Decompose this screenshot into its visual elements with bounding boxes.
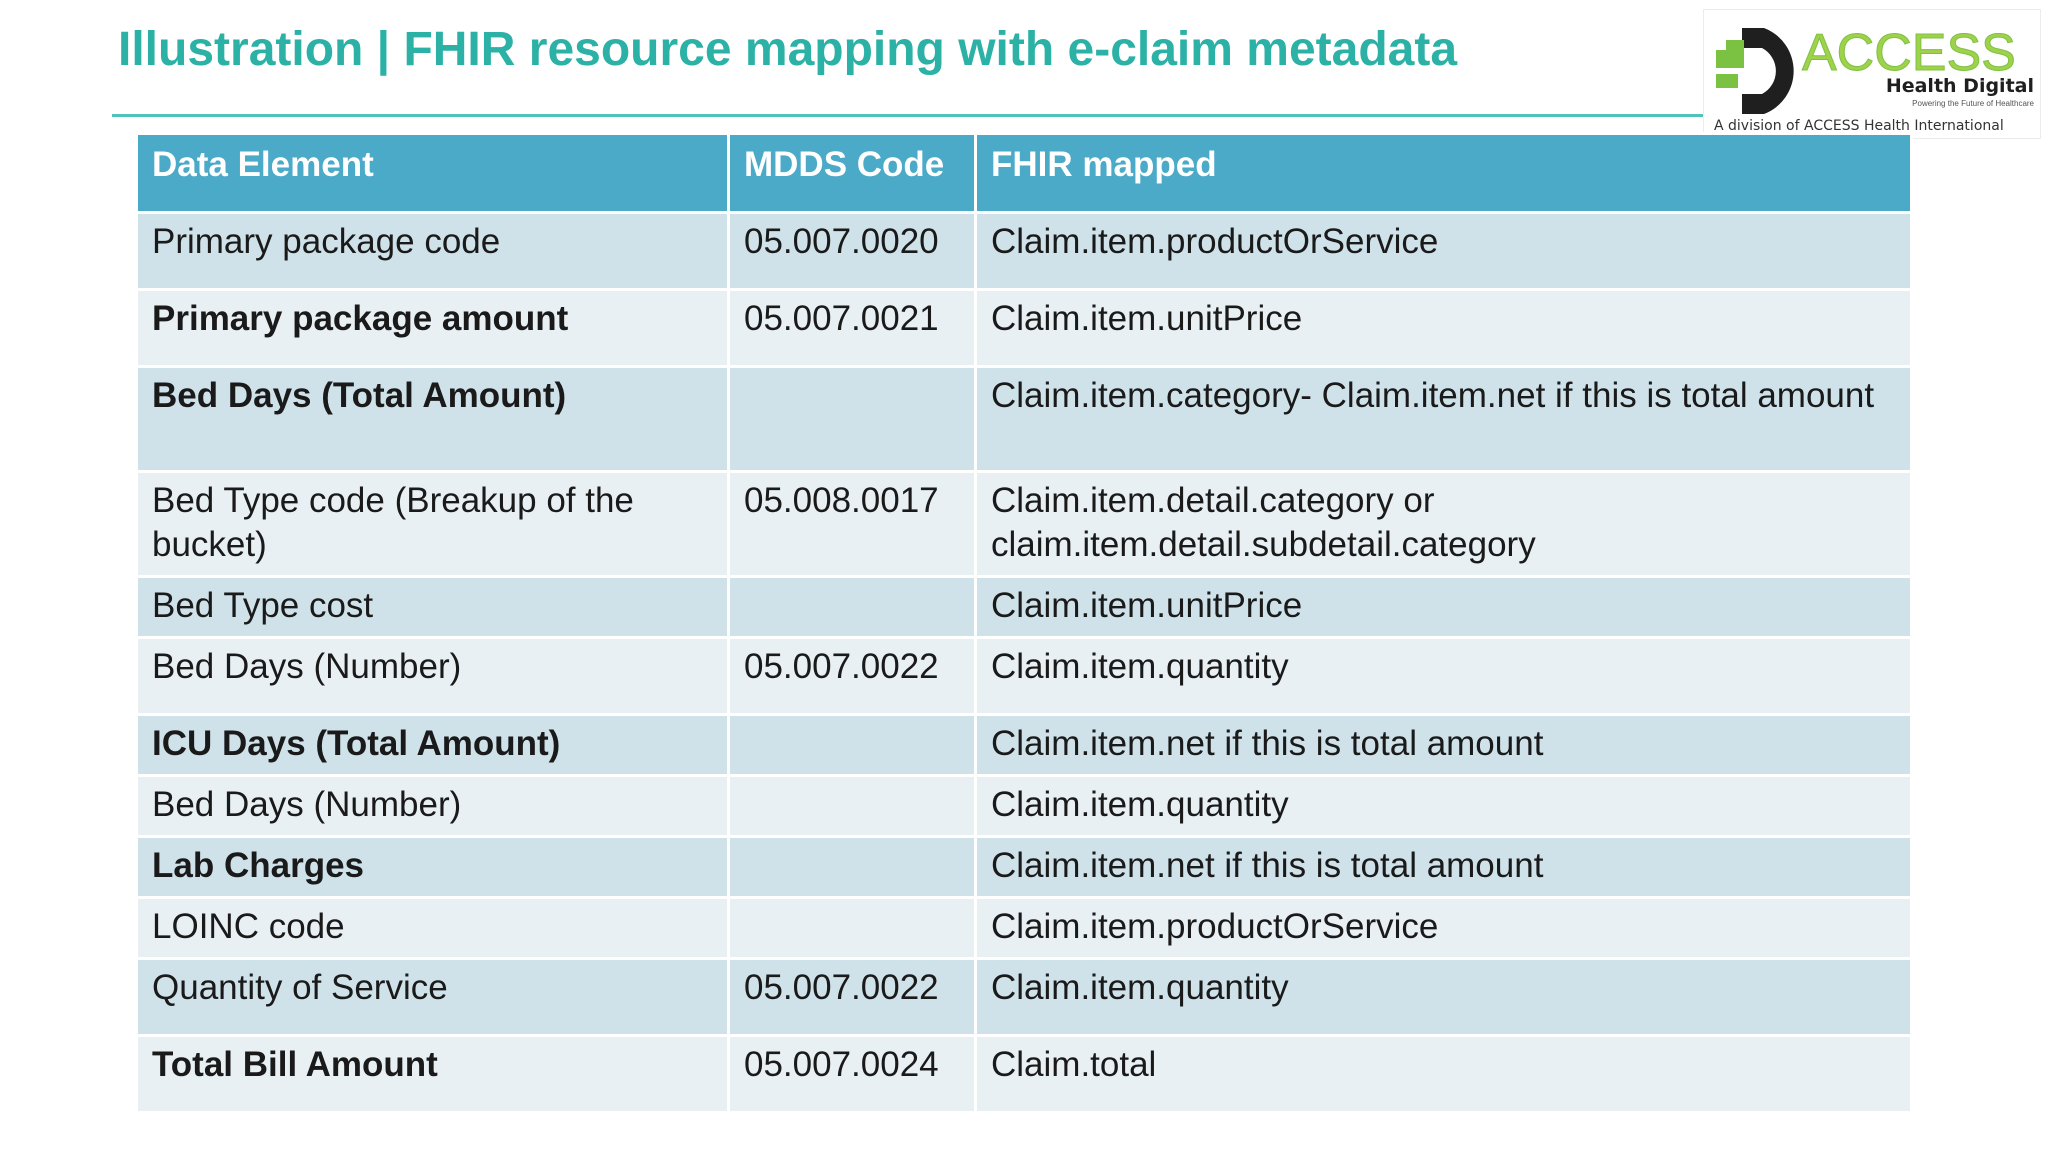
cell-fhir-mapped: Claim.item.quantity bbox=[976, 959, 1912, 1036]
cell-fhir-mapped: Claim.item.quantity bbox=[976, 638, 1912, 715]
table-row bbox=[137, 638, 1912, 715]
cell-mdds-code: 05.007.0024 bbox=[729, 1036, 976, 1113]
cell-data-element: ICU Days (Total Amount) bbox=[137, 715, 729, 776]
cell-fhir-mapped: Claim.item.detail.category or claim.item.detail.subdetail.category bbox=[976, 472, 1912, 577]
cell-fhir-mapped: Claim.item.net if this is total amount bbox=[976, 715, 1912, 776]
fhir-mapping-table-wrapper bbox=[135, 132, 1910, 1114]
cell-data-element: Bed Type cost bbox=[137, 577, 729, 638]
fhir-mapping-table bbox=[135, 132, 1913, 1114]
cell-fhir-mapped: Claim.item.net if this is total amount bbox=[976, 837, 1912, 898]
cell-fhir-mapped: Claim.total bbox=[976, 1036, 1912, 1113]
cell-mdds-code: 05.007.0022 bbox=[729, 959, 976, 1036]
table-row bbox=[137, 472, 1912, 577]
table-header-row bbox=[137, 134, 1912, 213]
table-row bbox=[137, 837, 1912, 898]
table-row bbox=[137, 577, 1912, 638]
cell-fhir-mapped: Claim.item.productOrService bbox=[976, 213, 1912, 290]
cell-mdds-code bbox=[729, 715, 976, 776]
cell-mdds-code: 05.008.0017 bbox=[729, 472, 976, 577]
cell-mdds-code: 05.007.0020 bbox=[729, 213, 976, 290]
logo-mark-icon bbox=[1716, 28, 1794, 114]
cell-fhir-mapped: Claim.item.category- Claim.item.net if this is total amount bbox=[976, 367, 1912, 472]
cell-fhir-mapped: Claim.item.productOrService bbox=[976, 898, 1912, 959]
logo-name: Health Digital bbox=[1885, 75, 2034, 97]
cell-mdds-code bbox=[729, 776, 976, 837]
table-row bbox=[137, 959, 1912, 1036]
table-row bbox=[137, 898, 1912, 959]
cell-mdds-code bbox=[729, 837, 976, 898]
logo-tagline: Powering the Future of Healthcare bbox=[1912, 99, 2034, 108]
cell-fhir-mapped: Claim.item.unitPrice bbox=[976, 577, 1912, 638]
cell-mdds-code bbox=[729, 577, 976, 638]
cell-mdds-code bbox=[729, 367, 976, 472]
cell-data-element: Bed Type code (Breakup of the bucket) bbox=[137, 472, 729, 577]
table-row bbox=[137, 776, 1912, 837]
table-row bbox=[137, 715, 1912, 776]
table-row bbox=[137, 1036, 1912, 1113]
header-mdds-code: MDDS Code bbox=[729, 134, 976, 213]
cell-fhir-mapped: Claim.item.unitPrice bbox=[976, 290, 1912, 367]
page-title: Illustration | FHIR resource mapping with e-claim metadata bbox=[118, 23, 1458, 76]
cell-data-element: LOINC code bbox=[137, 898, 729, 959]
cell-fhir-mapped: Claim.item.quantity bbox=[976, 776, 1912, 837]
table-row bbox=[137, 213, 1912, 290]
header-data-element: Data Element bbox=[137, 134, 729, 213]
cell-data-element: Bed Days (Number) bbox=[137, 638, 729, 715]
cell-data-element: Primary package amount bbox=[137, 290, 729, 367]
access-health-digital-logo bbox=[1704, 10, 2040, 138]
cell-mdds-code: 05.007.0021 bbox=[729, 290, 976, 367]
cell-data-element: Quantity of Service bbox=[137, 959, 729, 1036]
logo-brand: ACCESS bbox=[1802, 24, 2016, 82]
table-row bbox=[137, 367, 1912, 472]
cell-data-element: Lab Charges bbox=[137, 837, 729, 898]
cell-data-element: Total Bill Amount bbox=[137, 1036, 729, 1113]
cell-data-element: Bed Days (Total Amount) bbox=[137, 367, 729, 472]
cell-data-element: Bed Days (Number) bbox=[137, 776, 729, 837]
cell-mdds-code: 05.007.0022 bbox=[729, 638, 976, 715]
cell-mdds-code bbox=[729, 898, 976, 959]
title-divider bbox=[112, 114, 1704, 117]
table-row bbox=[137, 290, 1912, 367]
cell-data-element: Primary package code bbox=[137, 213, 729, 290]
logo-division: A division of ACCESS Health International bbox=[1714, 118, 2004, 134]
header-fhir-mapped: FHIR mapped bbox=[976, 134, 1912, 213]
